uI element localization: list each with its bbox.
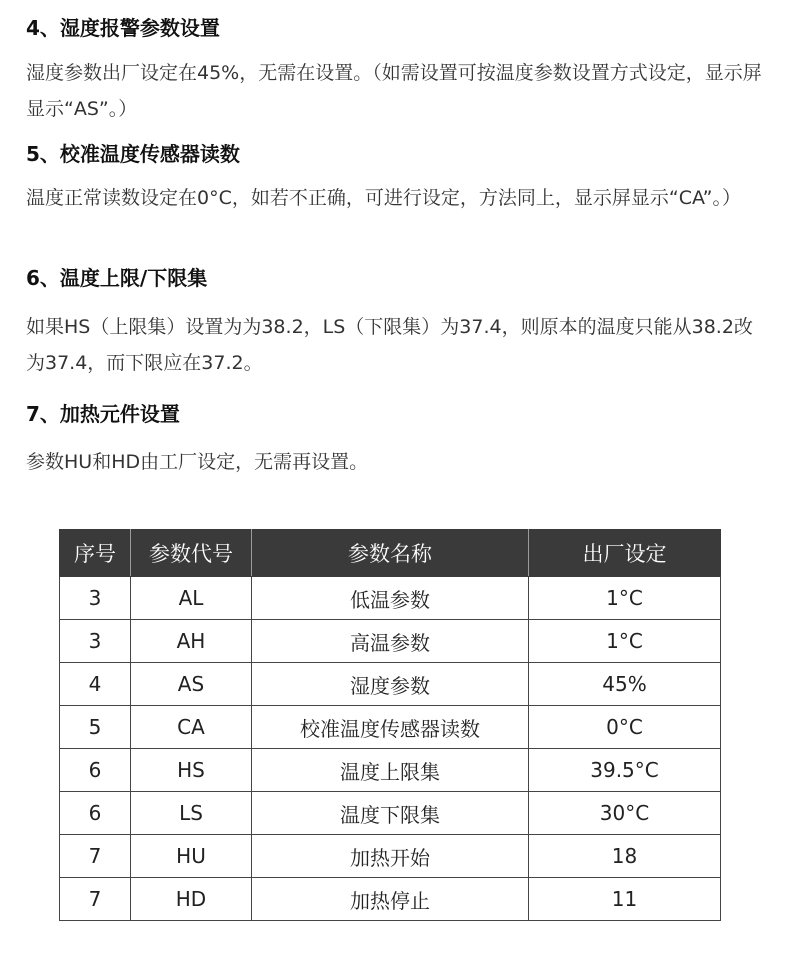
table-row — [60, 663, 721, 706]
table-row — [60, 706, 721, 749]
cell-code: AL — [131, 577, 252, 620]
cell-index: 7 — [60, 878, 131, 921]
cell-index: 5 — [60, 706, 131, 749]
table-row — [60, 878, 721, 921]
cell-name: 湿度参数 — [252, 663, 529, 706]
section-heading-humidity-alarm: 4、湿度报警参数设置 — [26, 16, 220, 40]
table-row — [60, 749, 721, 792]
cell-code: HS — [131, 749, 252, 792]
parameter-table — [59, 529, 721, 921]
column-header-default: 出厂设定 — [529, 530, 721, 577]
section-text-humidity-alarm: 湿度参数出厂设定在45%，无需在设置。（如需设置可按温度参数设置方式设定，显示屏显示“AS”。） — [26, 62, 762, 120]
table-row — [60, 577, 721, 620]
table-row — [60, 620, 721, 663]
section-text-temperature-limits: 如果HS（上限集）设置为为38.2，LS（下限集）为37.4，则原本的温度只能从38.2改为37.4，而下限应在37.2。 — [26, 316, 753, 374]
cell-code: LS — [131, 792, 252, 835]
section-heading-sensor-calibration: 5、校准温度传感器读数 — [26, 142, 240, 166]
cell-code: CA — [131, 706, 252, 749]
cell-index: 3 — [60, 620, 131, 663]
cell-default: 39.5°C — [529, 749, 721, 792]
cell-name: 高温参数 — [252, 620, 529, 663]
cell-name: 加热停止 — [252, 878, 529, 921]
cell-index: 3 — [60, 577, 131, 620]
cell-name: 加热开始 — [252, 835, 529, 878]
cell-name: 校准温度传感器读数 — [252, 706, 529, 749]
cell-default: 30°C — [529, 792, 721, 835]
cell-default: 1°C — [529, 577, 721, 620]
table-row — [60, 835, 721, 878]
section-text-sensor-calibration: 温度正常读数设定在0°C，如若不正确，可进行设定，方法同上，显示屏显示“CA”。） — [26, 187, 741, 209]
cell-code: AH — [131, 620, 252, 663]
section-heading-temperature-limits: 6、温度上限/下限集 — [26, 266, 208, 290]
cell-default: 11 — [529, 878, 721, 921]
cell-name: 温度下限集 — [252, 792, 529, 835]
cell-index: 6 — [60, 792, 131, 835]
section-text-heating-element: 参数HU和HD由工厂设定，无需再设置。 — [26, 451, 369, 473]
table-header-row — [60, 530, 721, 577]
cell-index: 6 — [60, 749, 131, 792]
cell-index: 4 — [60, 663, 131, 706]
cell-default: 1°C — [529, 620, 721, 663]
table-row — [60, 792, 721, 835]
cell-name: 温度上限集 — [252, 749, 529, 792]
cell-default: 18 — [529, 835, 721, 878]
cell-code: HD — [131, 878, 252, 921]
cell-index: 7 — [60, 835, 131, 878]
column-header-code: 参数代号 — [131, 530, 252, 577]
column-header-index: 序号 — [60, 530, 131, 577]
cell-default: 45% — [529, 663, 721, 706]
cell-code: HU — [131, 835, 252, 878]
cell-default: 0°C — [529, 706, 721, 749]
cell-name: 低温参数 — [252, 577, 529, 620]
column-header-name: 参数名称 — [252, 530, 529, 577]
cell-code: AS — [131, 663, 252, 706]
section-heading-heating-element: 7、加热元件设置 — [26, 402, 180, 426]
